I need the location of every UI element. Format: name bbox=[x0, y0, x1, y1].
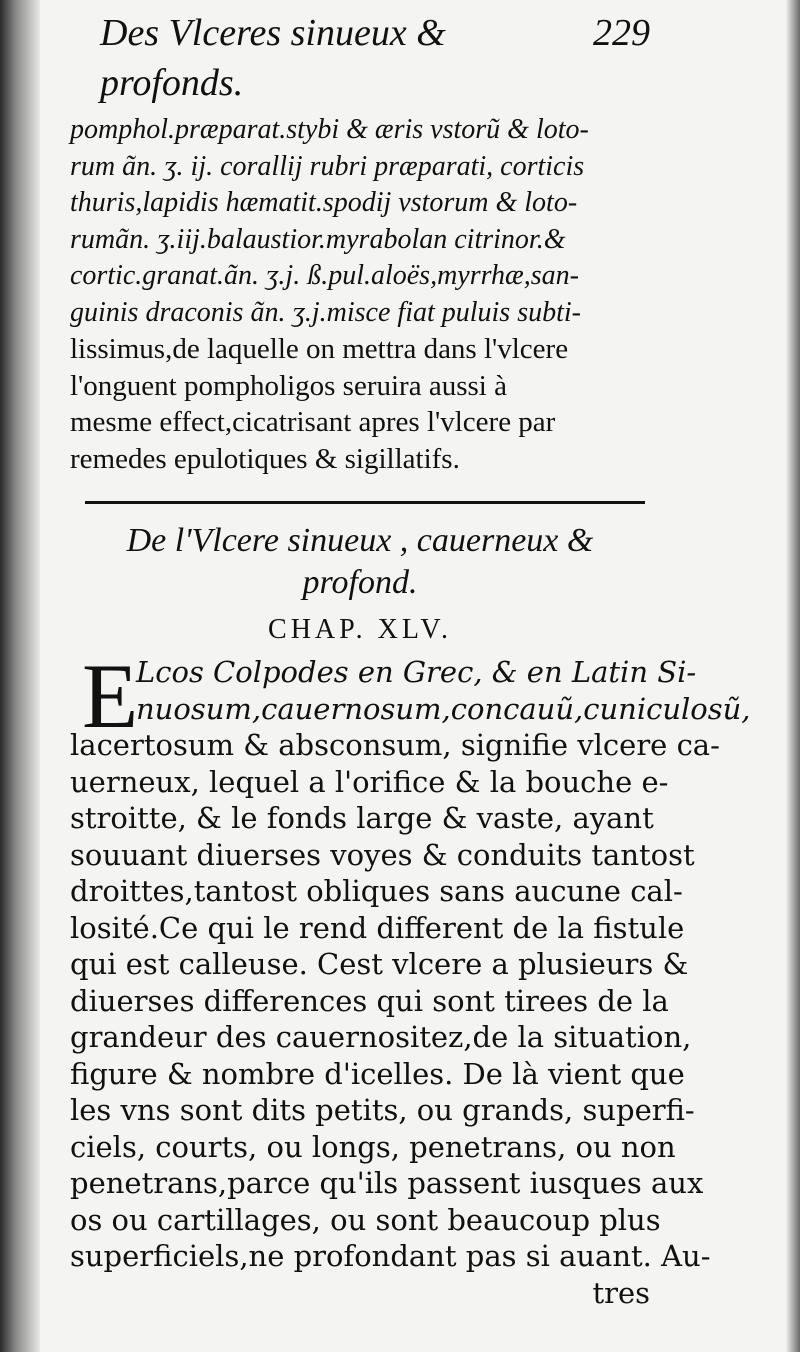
running-head bbox=[70, 8, 650, 108]
section-heading bbox=[70, 520, 650, 604]
recipe-line: rum ãn. ʒ. ij. corallij rubri præparati, corticis bbox=[70, 150, 585, 182]
chapter-line: Lcos Colpodes en Grec, & en Latin Si- bbox=[136, 655, 697, 689]
recipe-line: pomphol.præparat.stybi & æris vstorũ & loto- bbox=[70, 114, 589, 145]
body-line: mesme effect,cicatrisant apres l'vlcere par bbox=[70, 406, 556, 438]
book-page bbox=[70, 8, 751, 1311]
chapter-line: losité.Ce qui le rend different de la fistule bbox=[70, 910, 685, 945]
chapter-line: ciels, courts, ou longs, penetrans, ou non bbox=[70, 1129, 676, 1164]
chapter-line: penetrans,parce qu'ils passent iusques aux bbox=[70, 1166, 704, 1200]
chapter-line: diuerses differences qui sont tirees de la bbox=[70, 983, 669, 1018]
section-heading-line: De l'Vlcere sinueux , cauerneux & bbox=[126, 522, 594, 559]
recipe-block bbox=[70, 112, 650, 331]
chapter-line: uerneux, lequel a l'orifice & la bouche e- bbox=[70, 764, 669, 799]
body-line: remedes epulotiques & sigillatifs. bbox=[70, 442, 460, 475]
recipe-line: cortic.granat.ãn. ʒ.j. ß.pul.aloës,myrrhæ,san- bbox=[70, 260, 579, 291]
chapter-line: grandeur des cauernositez,de la situation, bbox=[70, 1020, 692, 1054]
recipe-line: rumãn. ʒ.iij.balaustior.myrabolan citrinor.& bbox=[70, 223, 566, 255]
body-text-block bbox=[70, 331, 650, 477]
chapter-line: stroitte, & le fonds large & vaste, ayant bbox=[70, 801, 654, 835]
section-divider bbox=[85, 501, 645, 504]
chapter-label: CHAP. XLV. bbox=[268, 614, 452, 645]
chapter-line: superficiels,ne profondant pas si auant. Au- bbox=[70, 1239, 711, 1273]
chapter-line: qui est calleuse. Cest vlcere a plusieurs & bbox=[70, 947, 689, 981]
running-head-title: Des Vlceres sinueux & profonds. bbox=[100, 12, 446, 104]
recipe-line: thuris,lapidis hæmatit.spodij vstorum & loto- bbox=[70, 187, 578, 218]
chapter-line: souuant diuerses voyes & conduits tantost bbox=[70, 837, 695, 872]
chapter-line: nuosum,cauernosum,concauũ,cuniculosũ, bbox=[136, 691, 751, 726]
page-gutter-shadow bbox=[0, 0, 40, 1352]
page-number: 229 bbox=[593, 12, 650, 54]
section-heading-line: profond. bbox=[302, 564, 418, 601]
body-line: l'onguent pompholigos seruira aussi à bbox=[70, 369, 507, 402]
chapter-line: figure & nombre d'icelles. De là vient que bbox=[70, 1056, 685, 1091]
chapter-line: les vns sont dits petits, ou grands, superfi- bbox=[70, 1093, 695, 1127]
drop-cap: E bbox=[82, 645, 139, 747]
chapter-line: lacertosum & absconsum, signifie vlcere ca- bbox=[70, 728, 720, 762]
page-edge-shadow bbox=[786, 0, 800, 1352]
chapter-line: droittes,tantost obliques sans aucune cal- bbox=[70, 874, 683, 908]
body-line: lissimus,de laquelle on mettra dans l'vlcere bbox=[70, 333, 569, 365]
catchword: tres bbox=[592, 1275, 650, 1310]
chapter-body bbox=[70, 645, 751, 1275]
recipe-line: guinis draconis ãn. ʒ.j.misce fiat puluis subti- bbox=[70, 296, 581, 328]
chapter-line: os ou cartillages, ou sont beaucoup plus bbox=[70, 1202, 661, 1237]
